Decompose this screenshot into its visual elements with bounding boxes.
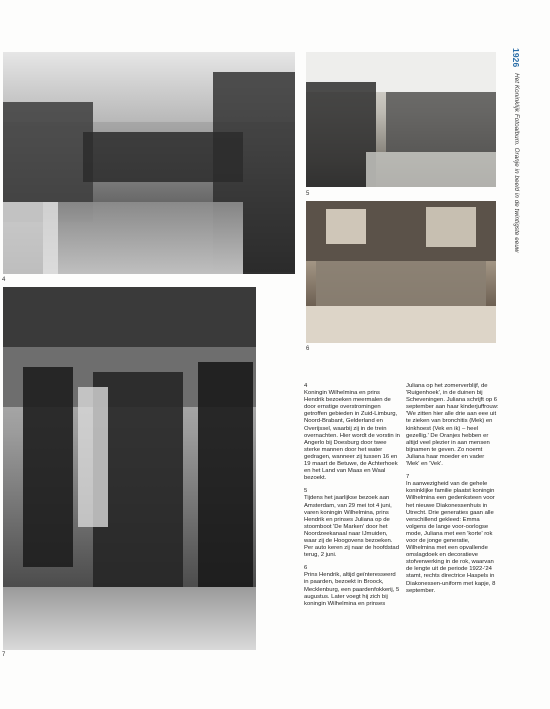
caption-number: 5: [304, 488, 308, 495]
caption-text: Prins Hendrik, altijd geïnteresseerd in paarden, bezoekt in Broock, Mecklenburg, een paardenfokkerij, 5 augustus. Later voegt hij zich bij koningin Wilhelmina en prinses: [304, 572, 400, 607]
caption-number: 6: [304, 565, 308, 572]
photo-flood-visit: [3, 52, 295, 274]
photo-car-street: [306, 52, 496, 187]
caption-column-right: [406, 383, 499, 601]
caption-column-left: [304, 383, 400, 614]
caption-number: 4: [304, 383, 308, 389]
caption-text: Juliana op het zomerverblijf, de 'Ruigenhoek', in de duinen bij Scheveningen. Juliana schrijft op 6 september aan haar kinderjuffrouw: 'We zitten hier alle drie aan eee uit te zieken van bronchitis (Mek) en kinkhoest (Vek en ik) – heel gezellig.' De Oranjes hebben er altijd veel plezier in aan mensen bijnamen te geven. Zo noemt Juliana haar moeder en vader 'Mek' en 'Vek'.: [406, 383, 499, 468]
caption-item: [304, 488, 400, 559]
photo-number: 4: [2, 277, 6, 283]
photo-number: 5: [306, 191, 310, 197]
photo-group-ladies: [3, 287, 256, 650]
caption-item: [406, 383, 499, 468]
caption-item: [304, 565, 400, 608]
caption-text: Tijdens het jaarlijkse bezoek aan Amsterdam, van 29 mei tot 4 juni, varen koningin Wilhelmina, prins Hendrik en prinses Juliana op de stoomboot 'De Marken' door het Noordzeekanaal naar IJmuiden, waar zij de Hoogovens bezoeken. Per auto keren zij naar de hoofdstad terug, 2 juni.: [304, 495, 399, 559]
photo-horses: [306, 201, 496, 343]
caption-text: In aanwezigheid van de gehele koninklijke familie plaatst koningin Wilhelmina een gedenksteen voor het nieuwe Diakonessenhuis in Utrecht. Drie generaties gaan alle verschillend gekleed: Emma volgens de lange voor-oorlogse mode, Juliana met een 'korte' rok voor de jonge generatie, Wilhelmina met een opvallende omslagdoek en decoratieve stofverwerking in de rok, waarvan de lengte uit de periode 1922-'24 stamt, rechts directrice Haspels in Diakonessen-uniform met kapje, 8 september.: [406, 481, 496, 594]
running-header: [511, 48, 521, 252]
photo-number: 6: [306, 346, 310, 352]
caption-item: [406, 474, 499, 595]
caption-item: [304, 383, 400, 482]
caption-text: Koningin Wilhelmina en prins Hendrik bezoeken meermalen de door ernstige overstromingen getroffen gebieden in Zuid-Limburg, Noord-Brabant, Gelderland en Overijssel, waarbij zij in de trein overnachten. Hier wordt de vorstin in Angerlo bij Doesburg door twee sterke mannen door het water gedragen, wanneer zij tussen 16 en 19 maart de Betuwe, de Achterhoek en het Land van Maas en Waal bezoekt.: [304, 390, 400, 482]
caption-number: 7: [406, 474, 410, 481]
book-title: Het Koninklijk Fotoalbum. Oranje in beeld in de twintigste eeuw: [513, 73, 520, 253]
year-label: 1926: [511, 48, 521, 68]
photo-number: 7: [2, 652, 6, 658]
